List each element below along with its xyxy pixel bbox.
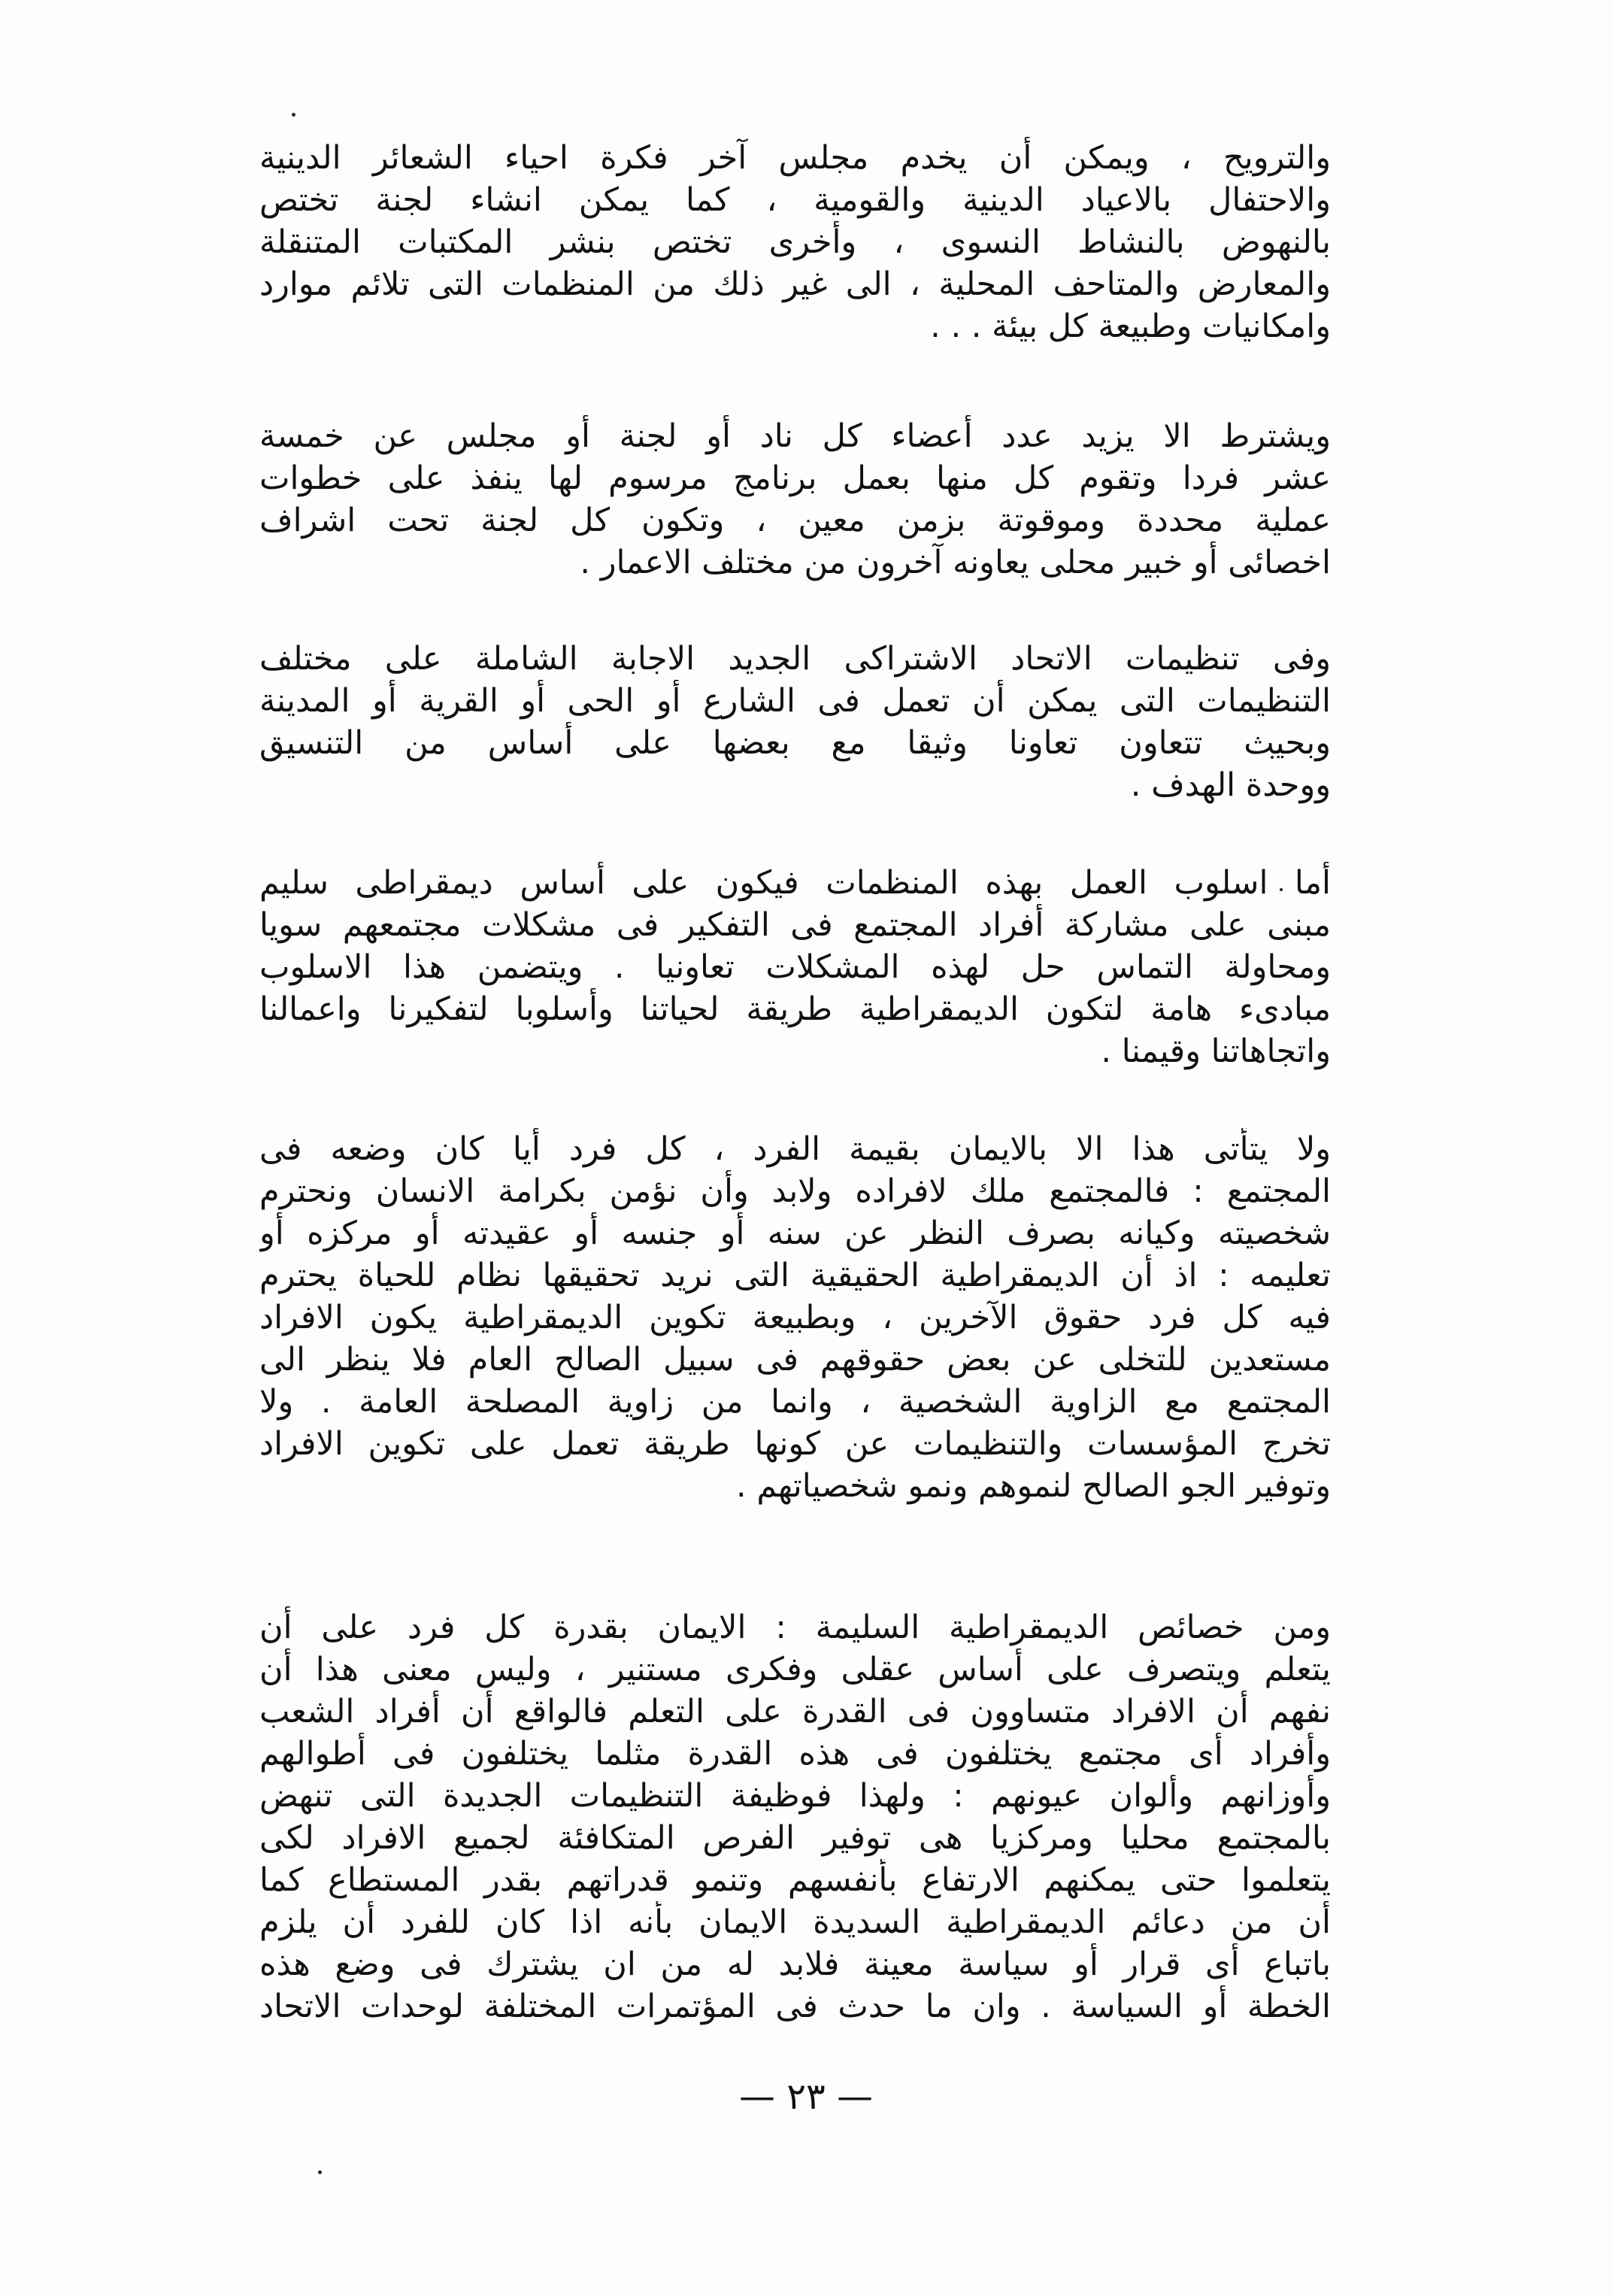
text-line: المجتمع مع الزاوية الشخصية ، وانما من زاوية المصلحة العامة . ولا <box>259 1383 1331 1421</box>
text-line: وبحيث تتعاون تعاونا وثيقا مع بعضها على أساس من التنسيق <box>259 724 1331 762</box>
text-line: ومحاولة التماس حل لهذه المشكلات تعاونيا . ويتضمن هذا الاسلوب <box>259 948 1331 986</box>
text-line: وتوفير الجو الصالح لنموهم ونمو شخصياتهم . <box>735 1467 1331 1505</box>
text-line: شخصيته وكيانه بصرف النظر عن سنه أو جنسه أو عقيدته أو مركزه أو <box>259 1215 1331 1252</box>
text-line: ويشترط الا يزيد عدد أعضاء كل ناد أو لجنة أو مجلس عن خمسة <box>259 417 1331 455</box>
text-line: بالنهوض بالنشاط النسوى ، وأخرى تختص بنشر المكتبات المتنقلة <box>259 223 1331 261</box>
scan-speck <box>292 113 295 117</box>
text-line: ووحدة الهدف . <box>1130 766 1331 804</box>
text-line: اخصائى أو خبير محلى يعاونه آخرون من مختلف الاعمار . <box>580 544 1331 581</box>
page-number: — ٢٣ — <box>738 2076 874 2118</box>
paragraph-5 <box>259 1128 1331 1507</box>
text-line: عشر فردا وتقوم كل منها بعمل برنامج مرسوم لها ينفذ على خطوات <box>259 460 1331 497</box>
paragraph-2 <box>259 415 1331 584</box>
text-line: والمعارض والمتاحف المحلية ، الى غير ذلك من المنظمات التى تلائم موارد <box>259 265 1331 303</box>
text-line: ومن خصائص الديمقراطية السليمة : الايمان بقدرة كل فرد على أن <box>259 1609 1331 1646</box>
text-line: مستعدين للتخلى عن بعض حقوقهم فى سبيل الصالح العام فلا ينظر الى <box>259 1341 1331 1379</box>
paragraph-3 <box>259 638 1331 806</box>
text-line: باتباع أى قرار أو سياسة معينة فلابد له من ان يشترك فى وضع هذه <box>259 1946 1331 1983</box>
paragraph-4 <box>259 862 1331 1072</box>
text-line: وفى تنظيمات الاتحاد الاشتراكى الجديد الاجابة الشاملة على مختلف <box>259 640 1331 678</box>
text-line: واتجاهاتنا وقيمنا . <box>1101 1033 1331 1070</box>
paragraph-1 <box>259 137 1331 347</box>
text-line: المجتمع : فالمجتمع ملك لافراده ولابد وأن نؤمن بكرامة الانسان ونحترم <box>259 1172 1331 1210</box>
text-line: يتعلموا حتى يمكنهم الارتفاع بأنفسهم وتنمو قدراتهم بقدر المستطاع كما <box>259 1861 1331 1899</box>
text-line: يتعلم ويتصرف على أساس عقلى وفكرى مستنير ، وليس معنى هذا أن <box>259 1651 1331 1688</box>
text-line: مبنى على مشاركة أفراد المجتمع فى التفكير فى مشكلات مجتمعهم سويا <box>259 906 1331 944</box>
text-line: أما اسلوب العمل بهذه المنظمات فيكون على أساس ديمقراطى سليم <box>259 864 1331 902</box>
text-line: تخرج المؤسسات والتنظيمات عن كونها طريقة تعمل على تكوين الافراد <box>259 1425 1331 1463</box>
paragraph-6 <box>259 1606 1331 2028</box>
text-line: ولا يتأتى هذا الا بالايمان بقيمة الفرد ، كل فرد أيا كان وضعه فى <box>259 1130 1331 1168</box>
scan-speck <box>318 2170 322 2174</box>
text-line: فيه كل فرد حقوق الآخرين ، وبطبيعة تكوين الديمقراطية يكون الافراد <box>259 1299 1331 1336</box>
text-line: بالمجتمع محليا ومركزيا هى توفير الفرص المتكافئة لجميع الافراد لكى <box>259 1819 1331 1857</box>
text-line: عملية محددة وموقوتة بزمن معين ، وتكون كل لجنة تحت اشراف <box>259 502 1331 539</box>
text-line: والترويح ، ويمكن أن يخدم مجلس آخر فكرة احياء الشعائر الدينية <box>259 139 1331 177</box>
text-line: وأوزانهم وألوان عيونهم : ولهذا فوظيفة التنظيمات الجديدة التى تنهض <box>259 1777 1331 1815</box>
text-line: تعليمه : اذ أن الديمقراطية الحقيقية التى نريد تحقيقها نظام للحياة يحترم <box>259 1257 1331 1294</box>
text-line: والاحتفال بالاعياد الدينية والقومية ، كما يمكن انشاء لجنة تختص <box>259 181 1331 219</box>
text-line: وأفراد أى مجتمع يختلفون فى هذه القدرة مثلما يختلفون فى أطوالهم <box>259 1735 1331 1773</box>
text-line: وامكانيات وطبيعة كل بيئة . . . <box>930 308 1331 345</box>
text-line: الخطة أو السياسة . وان ما حدث فى المؤتمرات المختلفة لوحدات الاتحاد <box>259 1988 1331 2025</box>
text-line: أن من دعائم الديمقراطية السديدة الايمان بأنه اذا كان للفرد أن يلزم <box>259 1903 1331 1941</box>
text-line: التنظيمات التى يمكن أن تعمل فى الشارع أو الحى أو القرية أو المدينة <box>259 682 1331 720</box>
text-line: مبادىء هامة لتكون الديمقراطية طريقة لحياتنا وأسلوبا لتفكيرنا واعمالنا <box>259 990 1331 1028</box>
text-line: نفهم أن الافراد متساوون فى القدرة على التعلم فالواقع أن أفراد الشعب <box>259 1693 1331 1730</box>
